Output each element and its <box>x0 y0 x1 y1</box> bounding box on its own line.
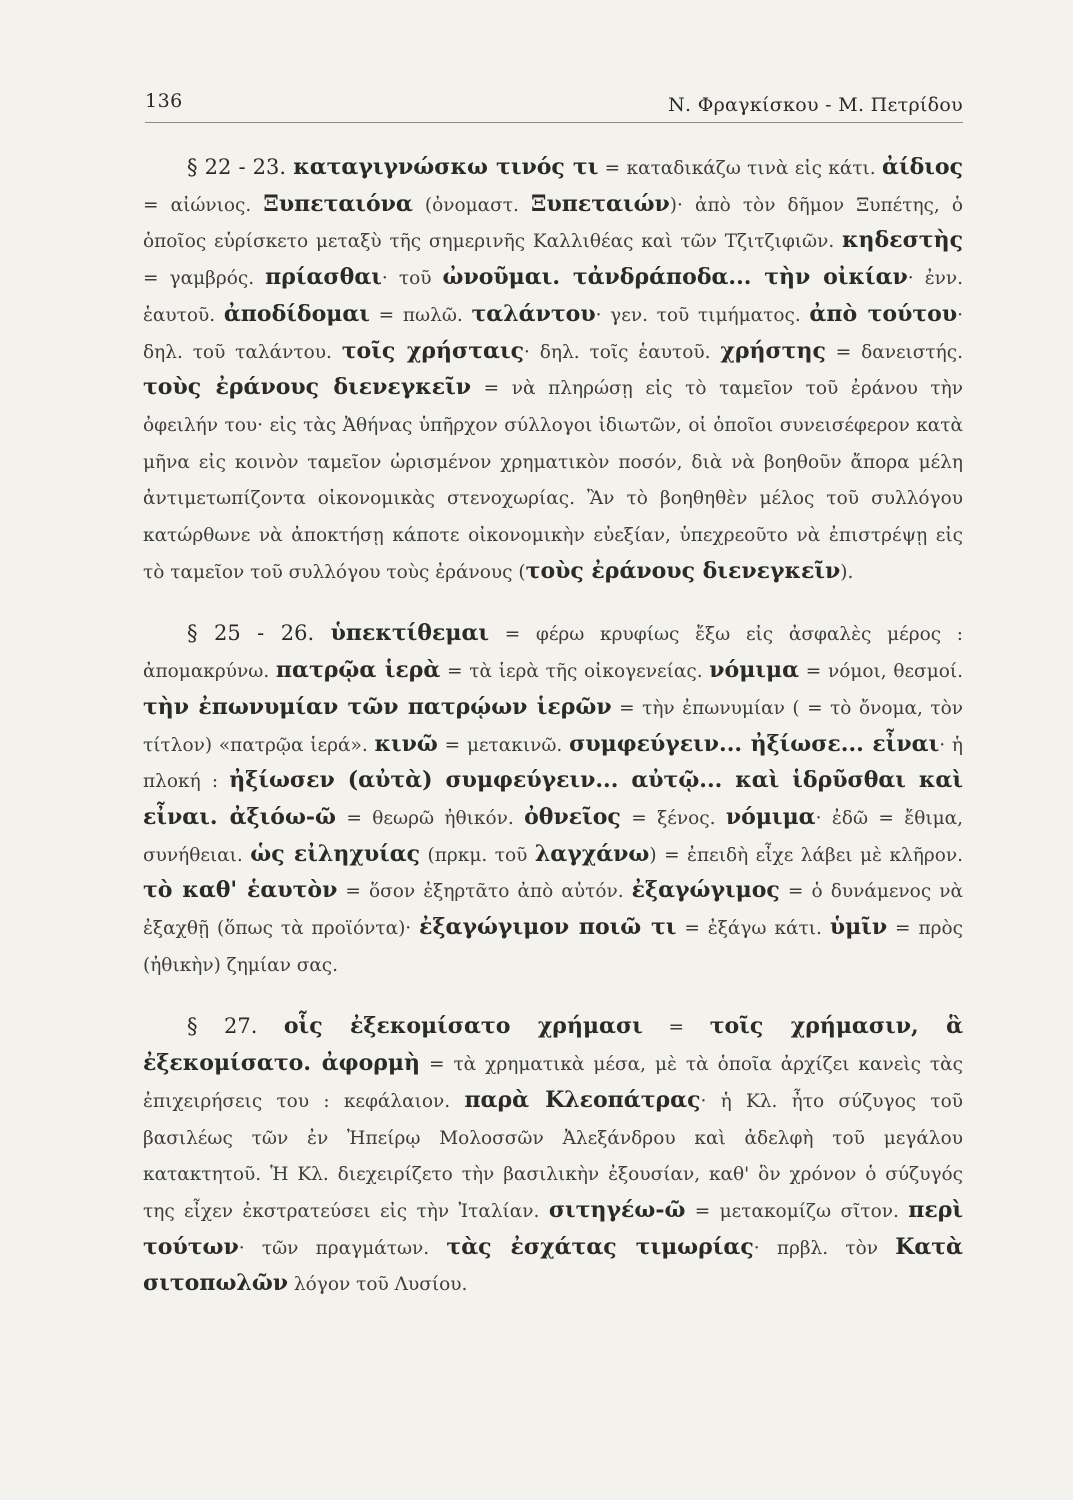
gloss-text: (πρκμ. τοῦ <box>420 844 535 866</box>
gloss-text: · τῶν πραγμάτων. <box>238 1237 447 1259</box>
lemma-term: τὰς ἐσχάτας τιμωρίας <box>446 1233 754 1260</box>
lemma-term: ὠνοῦμαι. τἀνδράποδα... τὴν οἰκίαν <box>442 264 908 291</box>
gloss-text: = γαμβρός. <box>143 268 266 290</box>
lemma-term: χρήστης <box>720 337 826 364</box>
lemma-term: σιτηγέω-ῶ <box>548 1196 686 1223</box>
gloss-text: = <box>642 1017 710 1039</box>
lemma-term: τὴν ἐπωνυμίαν τῶν πατρῴων ἱερῶν <box>143 693 612 720</box>
gloss-text: = δανειστής. <box>825 341 963 363</box>
lemma-term: ἠξίωσεν (αὐτὰ) συμφεύγειν... αὐτῷ... καὶ ἱδρῦσθαι καὶ εἶναι. ἀξιόω-ῶ <box>143 767 963 830</box>
running-head: Ν. Φραγκίσκου - Μ. Πετρίδου <box>668 94 963 116</box>
lemma-term: νόμιμα <box>709 657 800 684</box>
section-number: § 25 - 26. <box>187 621 331 646</box>
gloss-text: = τὰ ἱερὰ τῆς οἰκογενείας. <box>440 661 710 683</box>
gloss-text: )· ἀπὸ τὸν δῆμον Ξυπέτης, ὁ ὁποῖος εὑρίσκετο μεταξὺ τῆς σημερινῆς Καλλιθέας καὶ τῶν Τζιτζιφιῶν. <box>143 194 963 253</box>
gloss-text: = ξένος. <box>620 807 726 829</box>
gloss-text: = θεωρῶ ἠθικόν. <box>336 807 525 829</box>
gloss-text: · τοῦ <box>381 268 443 290</box>
gloss-text: · ἐδῶ = ἔθιμα, συνήθειαι. <box>143 807 964 866</box>
lemma-term: καταγιγνώσκω τινός τι <box>293 154 599 180</box>
gloss-text: (ὀνομαστ. <box>412 194 531 216</box>
lemma-term: πρίασθαι <box>265 264 382 291</box>
lemma-term: τοὺς ἐράνους διενεγκεῖν <box>525 557 841 584</box>
lemma-term: ἀποδίδομαι <box>223 300 370 327</box>
lemma-term: ὑμῖν <box>829 914 888 941</box>
lemma-term: Κατὰ σιτοπωλῶν <box>143 1233 963 1297</box>
lemma-term: ἀίδιος <box>882 154 963 180</box>
gloss-text: = νὰ πληρώσῃ εἰς τὸ ταμεῖον τοῦ ἐράνου τὴν ὀφειλήν του· εἰς τὰς Ἀθήνας ὑπῆρχον σύλλογοι ἰδιωτῶν, οἱ ὁποῖοι συνεισέφερον κατὰ μῆνα εἰς κοινὸν ταμεῖον ὡρισμένον χρηματικὸν ποσόν, διὰ νὰ βοηθοῦν ἄπορα μέλη ἀντιμετωπίζοντα οἰκονομικὰς στενοχωρίας. Ἂν τὸ βοηθηθὲν μέλος τοῦ συλλόγου κατώρθωνε νὰ ἀποκτήσῃ κάποτε οἰκονομικὴν εὐεξίαν, ὑπεχρεοῦτο νὰ ἐπιστρέψῃ εἰς τὸ ταμεῖον τοῦ συλλόγου τοὺς ἐράνους ( <box>143 378 963 583</box>
lemma-term: παρὰ Κλεοπάτρας <box>464 1086 701 1113</box>
lemma-term: κηδεστὴς <box>842 227 963 254</box>
lemma-term: ἀπὸ τούτου <box>809 300 958 327</box>
gloss-text: = φέρω κρυφίως ἔξω εἰς ἀσφαλὲς μέρος : ἀπομακρύνω. <box>143 624 963 683</box>
gloss-text: · ἐνν. ἑαυτοῦ. <box>143 268 963 326</box>
lemma-term: ἐξαγώγιμον ποιῶ τι <box>419 914 677 941</box>
gloss-text: = τὰ χρηματικὰ μέσα, μὲ τὰ ὁποῖα ἀρχίζει κανεὶς τὰς ἐπιχειρήσεις του : κεφάλαιον. <box>143 1054 963 1112</box>
lemma-term: Ξυπεταιόνα <box>263 190 413 217</box>
section-27 <box>143 1009 963 1303</box>
lemma-term: τὸ καθ' ἑαυτὸν <box>143 877 338 904</box>
lemma-term: ταλάντου <box>471 300 596 327</box>
gloss-text: = ἐξάγω κάτι. <box>676 918 830 940</box>
gloss-text: · δηλ. τοῖς ἑαυτοῦ. <box>524 341 721 363</box>
lemma-term: κινῶ <box>374 730 438 757</box>
section-number: § 27. <box>187 1014 284 1039</box>
lemma-term: ὀθνεῖος <box>524 803 621 830</box>
page-header <box>145 90 963 123</box>
gloss-text: = πρὸς (ἠθικὴν) ζημίαν σας. <box>143 918 964 976</box>
gloss-text: = νόμοι, θεσμοί. <box>799 661 963 683</box>
lemma-term: ὡς εἰληχυίας <box>250 840 421 867</box>
lemma-term: περὶ τούτων <box>143 1196 963 1260</box>
gloss-text: · ἡ πλοκή : <box>143 734 963 793</box>
gloss-text: ) = ἐπειδὴ εἶχε λάβει μὲ κλῆρον. <box>649 844 963 866</box>
lemma-term: λαγχάνω <box>534 840 650 867</box>
gloss-text: = καταδικάζω τινὰ εἰς κάτι. <box>598 158 883 179</box>
gloss-text: λόγον τοῦ Λυσίου. <box>288 1274 468 1296</box>
lemma-term: οἷς ἐξεκομίσατο χρήμασι <box>283 1013 643 1040</box>
gloss-text: · ἡ Κλ. ἦτο σύζυγος τοῦ βασιλέως τῶν ἐν Ἠπείρῳ Μολοσσῶν Ἀλεξάνδρου καὶ ἀδελφὴ τοῦ μεγάλου κατακτητοῦ. Ἡ Κλ. διεχειρίζετο τὴν βασιλικὴν ἐξουσίαν, καθ' ὃν χρόνον ὁ σύζυγός της εἶχεν ἐκστρατεύσει εἰς τὴν Ἰταλίαν. <box>143 1090 963 1222</box>
commentary-body <box>143 150 963 1303</box>
gloss-text: = ὁ δυνάμενος νὰ ἐξαχθῇ (ὅπως τὰ προϊόντα)· <box>143 881 963 940</box>
gloss-text: = πωλῶ. <box>369 304 472 326</box>
gloss-text: = αἰώνιος. <box>143 194 264 216</box>
gloss-text: = μετακινῶ. <box>437 734 570 756</box>
section-22-23 <box>143 150 963 590</box>
gloss-text: ). <box>840 561 854 583</box>
lemma-term: Ξυπεταιών <box>530 190 670 217</box>
lemma-term: τοὺς ἐράνους διενεγκεῖν <box>143 374 472 401</box>
lemma-term: τοῖς χρήσταις <box>341 337 525 364</box>
lemma-term: νόμιμα <box>725 803 816 830</box>
gloss-text: = τὴν ἐπωνυμίαν ( = τὸ ὄνομα, τὸν τίτλον) «πατρῷα ἱερά». <box>143 697 963 756</box>
gloss-text: · πρβλ. τὸν <box>753 1237 896 1259</box>
gloss-text: · γεν. τοῦ τιμήματος. <box>595 304 810 326</box>
gloss-text: = μετακομίζω σῖτον. <box>685 1200 909 1222</box>
lemma-term: πατρῷα ἱερὰ <box>275 657 441 684</box>
lemma-term: ὑπεκτίθεμαι <box>330 620 490 647</box>
gloss-text: · δηλ. τοῦ ταλάντου. <box>143 304 963 363</box>
lemma-term: ἐξαγώγιμος <box>631 877 780 904</box>
lemma-term: συμφεύγειν... ἠξίωσε... εἶναι <box>569 730 940 757</box>
lemma-term: τοῖς χρήμασιν, ἃ ἐξεκομίσατο. ἀφορμὴ <box>143 1013 964 1077</box>
page-number: 136 <box>145 90 183 112</box>
section-number: § 22 - 23. <box>187 155 294 179</box>
gloss-text: = ὅσον ἐξηρτᾶτο ἀπὸ αὐτόν. <box>337 881 632 903</box>
section-25-26 <box>143 616 963 983</box>
